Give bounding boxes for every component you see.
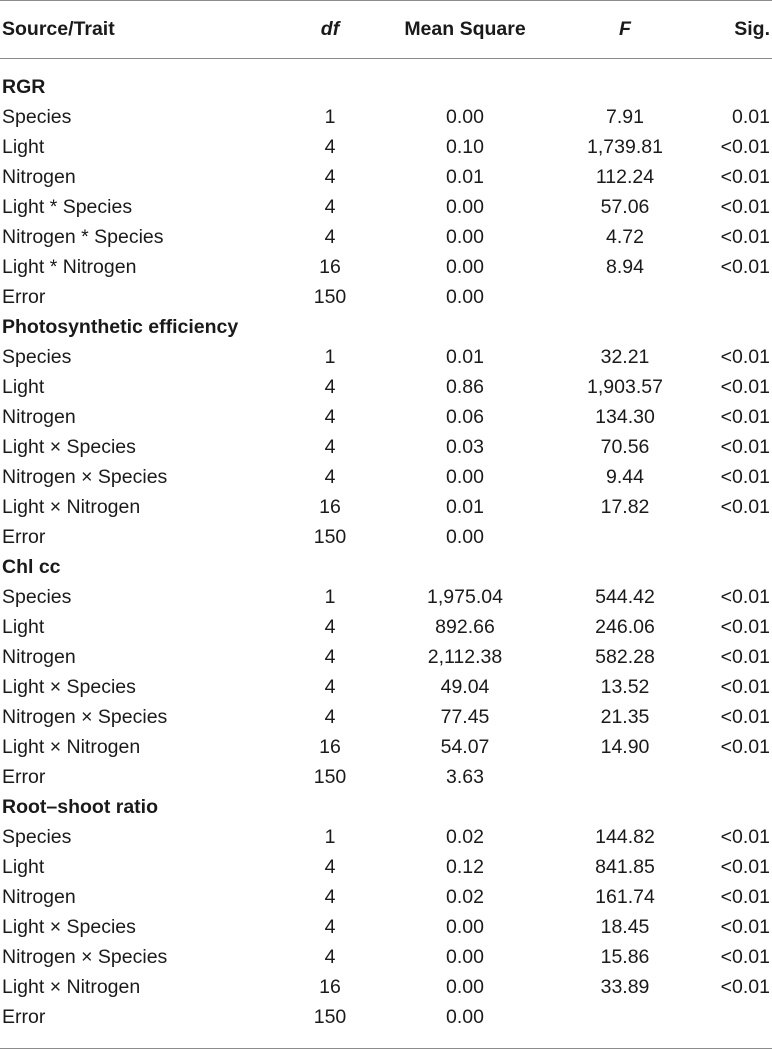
table-row [0,822,772,852]
table-row [0,222,772,252]
cell-df: 4 [324,166,336,188]
cell-df: 4 [324,856,336,878]
cell-source: Nitrogen × Species [2,706,168,728]
cell-f: 14.90 [600,736,650,758]
cell-sig: <0.01 [720,466,770,488]
cell-df: 16 [319,736,341,758]
table-row [0,582,772,612]
cell-f: 1,739.81 [587,136,663,158]
cell-mean-square: 0.12 [446,856,484,878]
cell-source: Light [2,616,45,638]
cell-f: 57.06 [600,196,650,218]
cell-sig: <0.01 [720,826,770,848]
cell-source: Nitrogen [2,886,76,908]
cell-f: 112.24 [595,166,655,188]
cell-f: 7.91 [606,106,644,128]
table-top-rule [0,0,772,1]
table-row [0,162,772,192]
table-row [0,942,772,972]
cell-df: 4 [324,406,336,428]
cell-source: Light × Nitrogen [2,976,141,998]
cell-sig: <0.01 [720,166,770,188]
cell-source: Light [2,376,45,398]
cell-df: 150 [313,286,347,308]
cell-source: Species [2,346,72,368]
table-row [0,462,772,492]
cell-df: 4 [324,466,336,488]
header-f: F [619,18,631,40]
header-df: df [320,18,340,40]
table-row [0,642,772,672]
section-title [0,72,772,102]
cell-mean-square: 0.06 [446,406,484,428]
cell-mean-square: 0.10 [446,136,484,158]
cell-mean-square: 0.00 [446,946,484,968]
cell-df: 150 [313,526,347,548]
cell-source: Light * Species [2,196,133,218]
cell-mean-square: 0.02 [446,886,484,908]
cell-source: Light [2,856,45,878]
cell-mean-square: 0.00 [446,1006,484,1028]
cell-df: 4 [324,136,336,158]
cell-mean-square: 0.00 [446,916,484,938]
cell-source: Nitrogen [2,166,76,188]
table-row [0,342,772,372]
cell-mean-square: 0.03 [446,436,484,458]
table-row [0,252,772,282]
cell-sig: <0.01 [720,706,770,728]
cell-mean-square: 77.45 [440,706,490,728]
cell-sig: <0.01 [720,916,770,938]
cell-mean-square: 1,975.04 [427,586,503,608]
cell-source: Light × Nitrogen [2,496,141,518]
cell-mean-square: 0.00 [446,196,484,218]
cell-df: 4 [324,226,336,248]
cell-mean-square: 3.63 [446,766,484,788]
cell-mean-square: 0.00 [446,976,484,998]
cell-source: Light × Nitrogen [2,736,141,758]
cell-sig: <0.01 [720,946,770,968]
cell-source: Species [2,586,72,608]
table-row [0,102,772,132]
cell-f: 13.52 [600,676,650,698]
cell-mean-square: 0.86 [446,376,484,398]
cell-mean-square: 0.00 [446,526,484,548]
table-row [0,702,772,732]
cell-mean-square: 0.01 [446,346,484,368]
cell-sig: 0.01 [732,106,770,128]
cell-df: 150 [313,766,347,788]
cell-f: 134.30 [595,406,655,428]
table-row [0,762,772,792]
cell-sig: <0.01 [720,856,770,878]
cell-source: Species [2,826,72,848]
cell-source: Error [2,1006,46,1028]
section-title [0,792,772,822]
cell-mean-square: 54.07 [440,736,490,758]
cell-mean-square: 49.04 [440,676,490,698]
cell-f: 4.72 [606,226,644,248]
table-row [0,432,772,462]
cell-f: 18.45 [600,916,650,938]
table-row [0,522,772,552]
table-row [0,192,772,222]
table-row [0,972,772,1002]
header-rule [0,58,772,59]
cell-source: Nitrogen [2,646,76,668]
cell-source: Light × Species [2,436,136,458]
cell-sig: <0.01 [720,226,770,248]
cell-mean-square: 0.00 [446,256,484,278]
table-row [0,912,772,942]
cell-f: 9.44 [606,466,644,488]
cell-f: 246.06 [595,616,655,638]
cell-sig: <0.01 [720,436,770,458]
cell-mean-square: 0.01 [446,166,484,188]
cell-sig: <0.01 [720,496,770,518]
cell-source: Error [2,286,46,308]
cell-df: 150 [313,1006,347,1028]
section-title-text: Root–shoot ratio [2,796,158,818]
cell-sig: <0.01 [720,976,770,998]
cell-f: 8.94 [606,256,644,278]
table-row [0,672,772,702]
table-row [0,492,772,522]
table-row [0,282,772,312]
cell-df: 16 [319,256,341,278]
cell-mean-square: 892.66 [435,616,495,638]
cell-source: Light × Species [2,916,136,938]
header-source-trait: Source/Trait [2,18,115,40]
header-mean-square: Mean Square [404,18,526,40]
cell-source: Light × Species [2,676,136,698]
table-row [0,402,772,432]
cell-f: 33.89 [600,976,650,998]
cell-sig: <0.01 [720,736,770,758]
cell-df: 16 [319,496,341,518]
cell-mean-square: 0.00 [446,466,484,488]
cell-f: 17.82 [600,496,650,518]
cell-source: Error [2,766,46,788]
cell-sig: <0.01 [720,886,770,908]
section-title [0,552,772,582]
table-row [0,852,772,882]
cell-f: 841.85 [595,856,655,878]
cell-mean-square: 2,112.38 [427,646,503,668]
cell-df: 4 [324,946,336,968]
cell-source: Species [2,106,72,128]
cell-mean-square: 0.00 [446,286,484,308]
cell-sig: <0.01 [720,676,770,698]
cell-sig: <0.01 [720,406,770,428]
cell-sig: <0.01 [720,256,770,278]
cell-df: 4 [324,376,336,398]
cell-source: Nitrogen × Species [2,946,168,968]
table-row [0,1002,772,1032]
table-row [0,132,772,162]
cell-sig: <0.01 [720,616,770,638]
cell-f: 1,903.57 [587,376,663,398]
cell-df: 4 [324,436,336,458]
cell-df: 4 [324,196,336,218]
cell-df: 4 [324,916,336,938]
cell-sig: <0.01 [720,346,770,368]
cell-sig: <0.01 [720,376,770,398]
cell-df: 4 [324,676,336,698]
cell-df: 1 [324,346,336,368]
cell-df: 4 [324,646,336,668]
table-header-row [0,14,772,44]
cell-sig: <0.01 [720,646,770,668]
cell-f: 32.21 [600,346,650,368]
cell-source: Nitrogen [2,406,76,428]
cell-source: Error [2,526,46,548]
cell-mean-square: 0.00 [446,226,484,248]
table-row [0,372,772,402]
cell-df: 4 [324,706,336,728]
section-title-text: RGR [2,76,46,98]
cell-sig: <0.01 [720,196,770,218]
cell-df: 4 [324,886,336,908]
cell-source: Light [2,136,45,158]
cell-df: 16 [319,976,341,998]
cell-f: 582.28 [595,646,655,668]
table-row [0,882,772,912]
cell-source: Light * Nitrogen [2,256,137,278]
cell-sig: <0.01 [720,136,770,158]
table-row [0,612,772,642]
cell-mean-square: 0.01 [446,496,484,518]
table-bottom-rule [0,1048,772,1049]
cell-sig: <0.01 [720,586,770,608]
cell-f: 161.74 [595,886,655,908]
cell-df: 1 [324,826,336,848]
cell-mean-square: 0.02 [446,826,484,848]
table-row [0,732,772,762]
cell-mean-square: 0.00 [446,106,484,128]
cell-source: Nitrogen * Species [2,226,164,248]
cell-f: 544.42 [595,586,655,608]
cell-f: 70.56 [600,436,650,458]
cell-source: Nitrogen × Species [2,466,168,488]
section-title-text: Photosynthetic efficiency [2,316,239,338]
cell-df: 1 [324,586,336,608]
section-title-text: Chl cc [2,556,61,578]
cell-f: 144.82 [595,826,655,848]
cell-f: 15.86 [600,946,650,968]
cell-f: 21.35 [600,706,650,728]
cell-df: 4 [324,616,336,638]
cell-df: 1 [324,106,336,128]
header-sig: Sig. [734,18,770,40]
section-title [0,312,772,342]
